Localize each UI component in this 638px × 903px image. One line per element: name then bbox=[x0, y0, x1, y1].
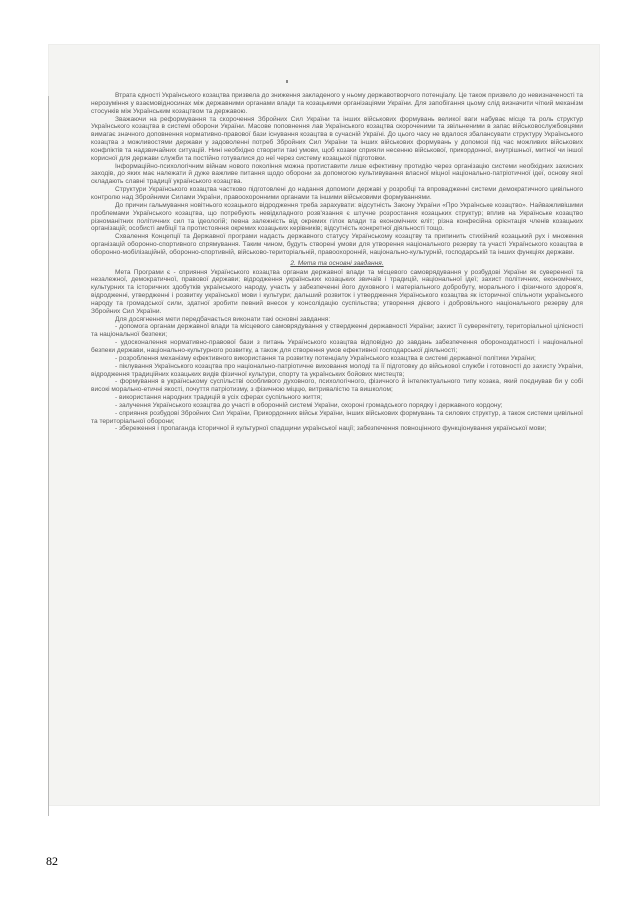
task-item: - використання народних традицій в усіх сферах суспільного життя; bbox=[115, 394, 323, 402]
scan-shadow-edge bbox=[48, 96, 49, 816]
paragraph: Інформаційно-психологічним війнам нового покоління можна протиставити лише ефективну протидію через організацію системи необхідних захисних заходів, до яких має належати й дуже важливе питання щодо оборони за допомогою культивування власної міцної національно-патріотичної ідеї, основу якої складають славні традиції українського козацтва. bbox=[91, 162, 583, 186]
paragraph: До причин гальмування новітнього козацького відродження треба зарахувати: відсутність Закону України «Про Українське козацтво». Найважливішими проблемами Українського козацтва, що потребують невідкладного розв'язання є штучне розростання козацьких структур; вплив на Українське козацтво різноманітних політичних сил та ідеологій; певна залежність від окремих гілок влади та економічних еліт; різна конфесійна орієнтація членів козацьких організацій; особисті амбіції та протистояння окремих козацьких керівників; відсутність конкретної діяльності тощо. bbox=[91, 201, 583, 233]
page-number: 82 bbox=[46, 854, 58, 868]
task-item: - сприяння розбудові Збройних Сил України, Прикордонних військ України, інших військових формувань та силових структур, а також системи цивільної та територіальної оборони; bbox=[91, 409, 583, 425]
task-item: - допомога органам державної влади та місцевого самоврядування у ствердженні державності України; захист її суверенітету, територіальної цілісності та національної безпеки; bbox=[91, 323, 583, 339]
task-item: - розроблення механізму ефективного використання та розвитку потенціалу Українського козацтва в системі державної політики України; bbox=[115, 354, 536, 362]
paragraph: Структури Українського козацтва частково підготовлені до надання допомоги державі у розробці та впровадженні системи демократичного цивільного контролю над Збройними Силами України, правоохоронними органами та іншими військовими формуваннями. bbox=[91, 186, 583, 201]
paragraph: Зважаючи на реформування та скорочення Збройних Сил України та інших військових формувань великої ваги набуває місце та роль структур Українського козацтва в системі оборони України. Масове поповнення лав Українського козацтва скороченими та звільненими в запас військовослужбовцями вимагає значного доповнення нормативно-правової бази існування козацтва в сучасній Україні. До цього часу не вдалося збалансувати структуру Українського козацтва з можливостями держави у задоволенні потреб Збройних Сил України та інших військових формувань у допомозі під час можливих військових конфліктів та надзвичайних ситуацій. Нині необхідно створити такі умови, щоб козаки сприяли несенню військової, прикордонної, внутрішньої, митної чи іншої корисної для держави служби та постійно готувалися до неї через систему козацької підготовки. bbox=[91, 115, 583, 162]
task-item: - збереження і пропаганда історичної й культурної спадщини української нації; забезпечення повноцінного функціонування української мови; bbox=[115, 425, 547, 433]
task-item: - залучення Українського козацтва до участі в оборонній системі України, охороні громадського порядку і державного кордону; bbox=[115, 401, 503, 409]
paragraph: Для досягнення мети передбачається виконати такі основні завдання: bbox=[115, 315, 331, 323]
paragraph: Схвалення Концепції та Державної програми надасть державного статусу Українському козацтву та припинить стихійний козацький рух і множення організацій оборонно-спортивного спрямування. Таким чином, будуть створені умови для утворення національного резерву та участі Українського козацтва в оборонно-мобілізаційній, оборонно-спортивній, військово-територіальній, правоохоронній, національно-культурній, господарській та інших функціях держави. bbox=[91, 233, 583, 256]
task-item: - удосконалення нормативно-правової бази з питань Українського козацтва відповідно до завдань забезпечення обороноздатності і національної безпеки держави, національно-культурного розвитку, а також для створення умов ефективної господарської діяльності; bbox=[91, 339, 583, 354]
task-item: - піклування Українського козацтва про національно-патріотичне виховання молоді та її підготовку до військової служби і готовності до захисту України, відродження традиційних козацьких видів фізичної культури, спорту та українських бойових мистецтв; bbox=[91, 362, 583, 378]
paragraph: Втрата єдності Українського козацтва призвела до зниження закладеного у ньому державотворчого потенціалу. Це також призвело до невизначеності та нерозуміння у взаємовідносинах між державними органами влади та козацькими організаціями України. Для запобігання цьому слід визначити чіткий механізм стосунків між Українським козацтвом та державою. bbox=[91, 92, 583, 115]
section-heading: 2. Мета та основні завдання. bbox=[290, 259, 384, 267]
paragraph: Мета Програми є - сприяння Українського козацтва органам державної влади та місцевого самоврядування у розбудові України як суверенної та незалежної, демократичної, правової держави; відродження українських козацьких звичаїв і традицій, національної ідеї; захист політичних, економічних, культурних та історичних здобутків українського народу, участь у забезпеченні його духовного і матеріального добробуту, морального і фізичного здоров'я, відродженні, утвердженні і розвитку української мови і культури; дальший розвиток і утвердження Українського козацтва як історичної спільноти українського народу та громадської сили, здатної зробити певний внесок у консолідацію суспільства; утворення дієвого і добровільного національного резерву для Збройних Сил України. bbox=[91, 268, 583, 315]
task-item: - формування в українському суспільстві особливого духовного, психологічного, фізичного й інтелектуального типу козака, який поєднував би у собі високі морально-етичні якості, почуття патріотизму, з фізичною міццю, витривалістю та вишколом; bbox=[91, 378, 583, 394]
scan-speck bbox=[286, 80, 288, 83]
document-body bbox=[91, 92, 583, 433]
